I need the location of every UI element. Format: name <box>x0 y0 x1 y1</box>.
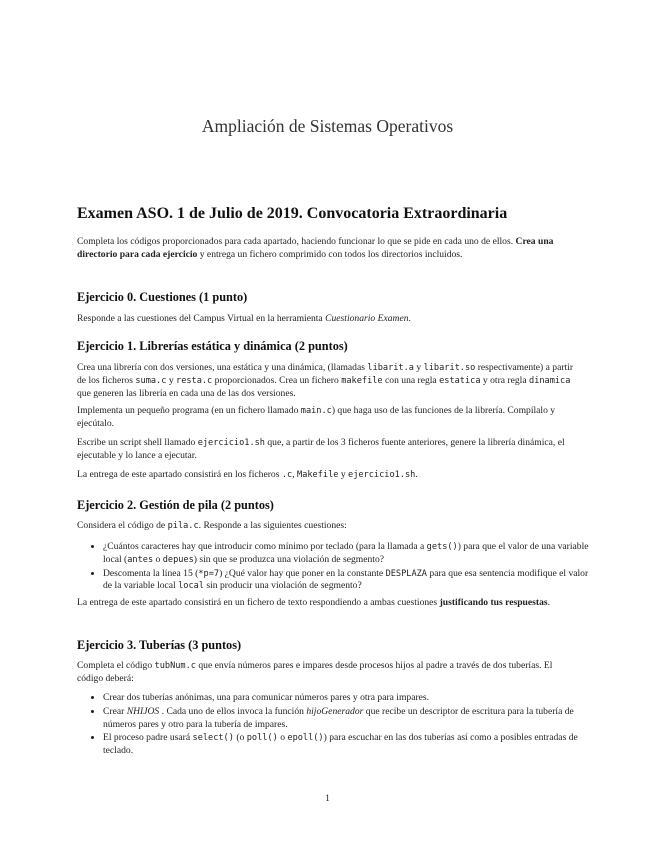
exercise-3-requirement-list <box>88 691 596 758</box>
exercise-2-question-list <box>88 540 596 593</box>
list-item: • Crear NHIJOS . Cada uno de ellos invoca la función hijoGenerador que recibe un descriptor de escritura para la tubería de números pares y otro para la tubería de impares. <box>103 705 596 732</box>
list-item: • Descomenta la línea 15 (*p=7) ¿Qué valor hay que poner en la constante DESPLAZA para que esa sentencia modifique el valor de la variable local local sin producir una violación de segmento? <box>103 567 596 594</box>
exercise-1-heading: Ejercicio 1. Librerías estática y dinámica (2 puntos) <box>77 339 348 353</box>
exercise-1-paragraph-3: Escribe un script shell llamado ejercicio1.sh que, a partir de los 3 ficheros fuente anteriores, genere la librería dinámica, el ejecutable y lo lance a ejecutar. <box>77 437 565 461</box>
exercise-1-paragraph-2: Implementa un pequeño programa (en un fichero llamado main.c) que haga uso de las funciones de la librería. Compílalo y ejecútalo. <box>77 405 556 429</box>
exercise-3-paragraph-1: Completa el código tubNum.c que envía números pares e impares desde procesos hijos al padre a través de dos tuberías. El código deberá: <box>77 660 553 684</box>
list-item: • El proceso padre usará select() (o poll() o epoll()) para escuchar en las dos tuberías así como a posibles entradas de teclado. <box>103 731 596 758</box>
exercise-1-paragraph-1: Crea una librería con dos versiones, una estática y una dinámica, (llamadas libarit.a y libarit.so respectivamente) a partir de los ficheros suma.c y resta.c proporcionados. Crea un fichero makefile con una regla estatica y otra regla dinamica que generen las librería en cada una de las dos versiones. <box>77 362 574 399</box>
exercise-3-heading: Ejercicio 3. Tuberías (3 puntos) <box>77 638 242 652</box>
exercise-1-paragraph-4: La entrega de este apartado consistirá en los ficheros .c, Makefile y ejercicio1.sh. <box>77 469 418 480</box>
list-item: • Crear dos tuberías anónimas, una para comunicar números pares y otra para impares. <box>103 691 596 705</box>
document-title: Ampliación de Sistemas Operativos <box>201 116 454 136</box>
exercise-2-paragraph-1: Considera el código de pila.c. Responde a las siguientes cuestiones: <box>77 520 347 531</box>
exercise-0-heading: Ejercicio 0. Cuestiones (1 punto) <box>77 290 248 304</box>
exercise-2-heading: Ejercicio 2. Gestión de pila (2 puntos) <box>77 498 274 512</box>
exercise-0-text: Responde a las cuestiones del Campus Virtual en la herramienta Cuestionario Examen. <box>77 313 411 324</box>
page-number: 1 <box>325 793 330 804</box>
intro-paragraph: Completa los códigos proporcionados para cada apartado, haciendo funcionar lo que se pide en cada uno de ellos. Crea una directorio para cada ejercicio y entrega un fichero comprimido con todos los directorios incluidos. <box>77 236 554 260</box>
exam-title: Examen ASO. 1 de Julio de 2019. Convocatoria Extraordinaria <box>77 205 508 222</box>
list-item: • ¿Cuántos caracteres hay que introducir como mínimo por teclado (para la llamada a gets()) para que el valor de una variable local (antes o depues) sin que se produzca una violación de segmento? <box>103 540 596 567</box>
exercise-2-paragraph-2: La entrega de este apartado consistirá en un fichero de texto respondiendo a ambas cuestiones justificando tus respuestas. <box>77 597 551 608</box>
